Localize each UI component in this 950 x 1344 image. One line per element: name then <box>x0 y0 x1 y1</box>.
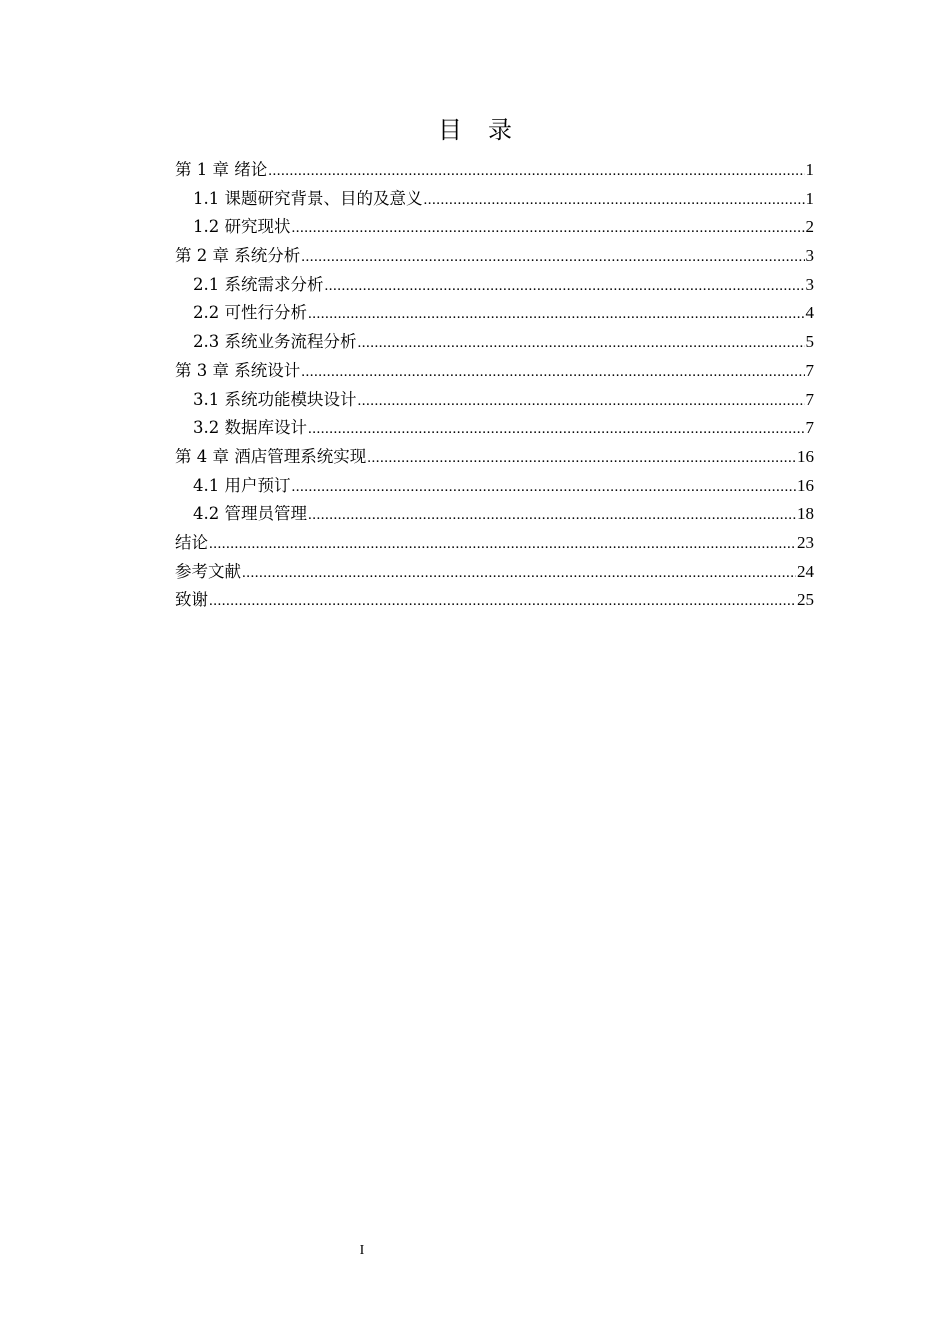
toc-dot-leader <box>308 501 796 530</box>
toc-entry-label: 第 2 章 系统分析 <box>175 246 301 266</box>
toc-entry-page: 16 <box>797 446 814 466</box>
toc-entry[interactable] <box>175 500 814 529</box>
toc-entry-label: 1.1 课题研究背景、目的及意义 <box>193 188 423 208</box>
toc-entry[interactable] <box>175 443 814 472</box>
toc-entry-label: 第 4 章 酒店管理系统实现 <box>175 446 367 466</box>
toc-dot-leader <box>358 329 805 358</box>
toc-entry[interactable] <box>175 242 814 271</box>
toc-entry-page: 7 <box>805 418 814 438</box>
toc-dot-leader <box>424 186 805 215</box>
toc-entry-label: 1.2 研究现状 <box>193 217 291 237</box>
toc-title: 目录 <box>438 116 538 144</box>
toc-entry[interactable] <box>175 558 814 587</box>
toc-entry-page: 16 <box>797 475 814 495</box>
toc-entry-label: 第 3 章 系统设计 <box>175 360 301 380</box>
toc-dot-leader <box>209 530 796 559</box>
toc-dot-leader <box>301 243 804 272</box>
toc-entry-label: 3.2 数据库设计 <box>193 418 307 438</box>
toc-dot-leader <box>308 415 805 444</box>
toc-entry[interactable] <box>175 529 814 558</box>
toc-dot-leader <box>242 559 796 588</box>
toc-entry-page: 1 <box>805 188 814 208</box>
toc-entry[interactable] <box>175 185 814 214</box>
toc-entry-page: 7 <box>805 389 814 409</box>
toc-entry-label: 4.1 用户预订 <box>193 475 291 495</box>
toc-entry-label: 致谢 <box>175 590 208 610</box>
toc-entry-page: 24 <box>797 561 814 581</box>
toc-dot-leader <box>367 444 796 473</box>
toc-entry-label: 3.1 系统功能模块设计 <box>193 389 357 409</box>
toc-entry-page: 25 <box>797 590 814 610</box>
toc-dot-leader <box>325 272 805 301</box>
toc-entry-page: 4 <box>805 303 814 323</box>
toc-dot-leader <box>292 214 805 243</box>
toc-entry[interactable] <box>175 357 814 386</box>
toc-dot-leader <box>292 473 797 502</box>
toc-entry[interactable] <box>175 328 814 357</box>
toc-entry[interactable] <box>175 386 814 415</box>
toc-entry[interactable] <box>175 414 814 443</box>
toc-entry-label: 2.3 系统业务流程分析 <box>193 332 357 352</box>
toc-entry[interactable] <box>175 299 814 328</box>
toc-entry[interactable] <box>175 156 814 185</box>
toc-entry-page: 3 <box>805 246 814 266</box>
toc-entry-page: 3 <box>805 274 814 294</box>
toc-entry-page: 7 <box>805 360 814 380</box>
toc-entry-page: 5 <box>805 332 814 352</box>
toc-entry-page: 1 <box>805 160 814 179</box>
toc-dot-leader <box>268 157 804 186</box>
toc-entry-label: 2.2 可性行分析 <box>193 303 307 323</box>
toc-entry[interactable] <box>175 472 814 501</box>
toc-entry[interactable] <box>175 213 814 242</box>
toc-dot-leader <box>301 358 804 387</box>
toc-dot-leader <box>358 387 805 416</box>
toc-dot-leader <box>209 587 796 616</box>
toc-entry-label: 4.2 管理员管理 <box>193 504 307 524</box>
toc-entry-label: 第 1 章 绪论 <box>175 160 268 179</box>
toc-dot-leader <box>308 300 805 329</box>
toc-entry-page: 18 <box>797 504 814 524</box>
table-of-contents <box>175 156 814 615</box>
toc-entry-label: 参考文献 <box>175 561 241 581</box>
toc-entry-page: 23 <box>797 532 814 552</box>
toc-entry-label: 2.1 系统需求分析 <box>193 274 324 294</box>
toc-entry[interactable] <box>175 586 814 615</box>
toc-entry-page: 2 <box>805 217 814 237</box>
toc-entry[interactable] <box>175 271 814 300</box>
page-number: I <box>359 1243 365 1258</box>
toc-entry-label: 结论 <box>175 532 208 552</box>
